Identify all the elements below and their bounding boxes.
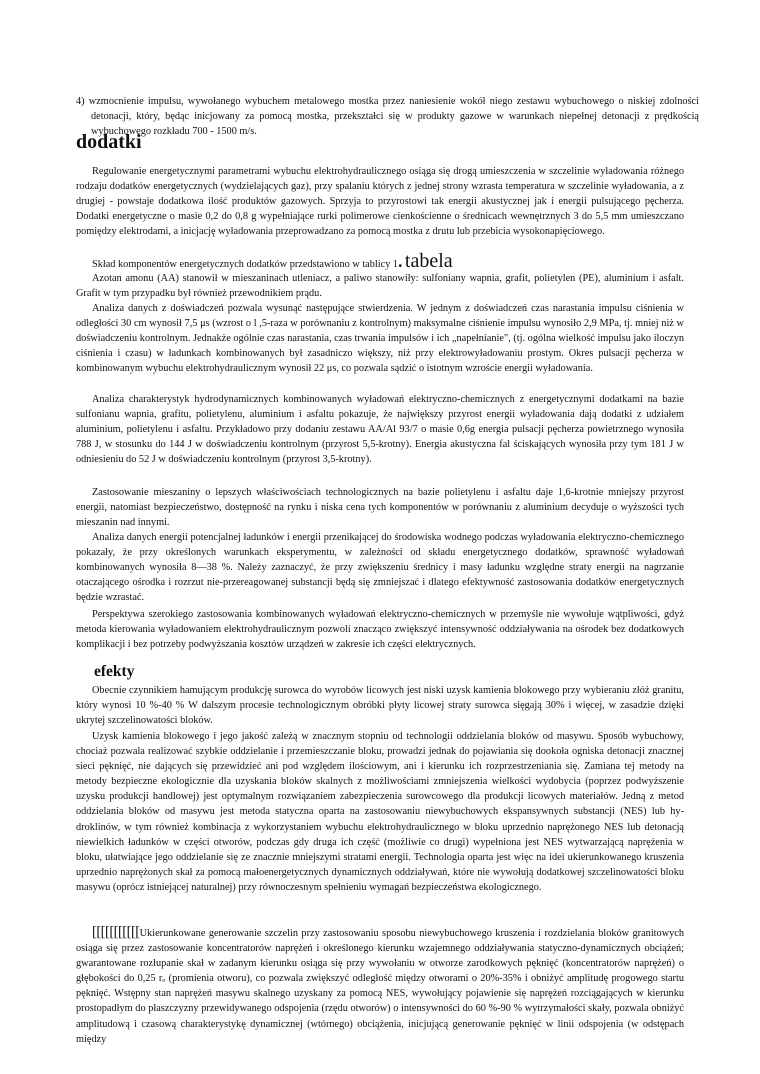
heading-efekty: efekty: [94, 663, 135, 680]
paragraph-analiza-energii: Analiza danych energii potencjalnej ładunków i energii przenikającej do środowiska wodnego podczas wyładowania elektryczno-chemicznego pokazały, że przy określonych warunkach eksperymentu, w zależności od składu energetycznego dodatków, sprawność wyładowań kombinowanych wynosiła 8—38 %. Należy zaznaczyć, że przy zwiększeniu średnicy i masy ładunku względne straty energii na nagrzanie otaczającego ośrodka i rozrzut nie-przereagowanej substancji będą się zmniejszać i dlatego efektywność zastosowania dodatków energetycznych będzie wzrastać.: [76, 532, 684, 604]
heading-dodatki: dodatki: [76, 131, 142, 153]
paragraph-perspektywa: Perspektywa szerokiego zastosowania kombinowanych wyładowań elektryczno-chemicznych w przemyśle nie wywołuje wątpliwości, gdyż metoda kierowania wyładowaniem elektrohydraulicznym pozwoli znacząco zwiększyć intensywność oddziaływania na ośrodek bez dodatkowych komplikacji i bez potrzeby podwyższania kosztów urządzeń w zakresie ich części elektrycznych.: [76, 609, 684, 651]
paragraph-ukierunkowane-text: Ukierunkowane generowanie szczelin przy zastosowaniu sposobu niewybuchowego kruszenia i rozdzielania bloków granitowych osiąga się przez zastosowanie koncentratorów naprężeń i określonego kierunku wzajemnego oddziaływania statyczno-dynamicznych obciążeń; gwarantowane rozłupanie skał w zadanym kierunku osiąga się przy wywołaniu w otworze zarodkowych pęknięć (koncentratorów naprężeń) o głębokości do 0,25 rₒ (promienia otworu), co pozwala zwiększyć odległość między otworami o 20%-35% i obniżyć amplitudę progowego startu pęknięć. Wstępny stan naprężeń masywu skalnego uzyskany za pomocą NES, wywołujący pojawienie się naprężeń rozciągających w kierunku prostopadłym do płaszczyzny przewidywanego odspojenia (rzędu otworów) o intensywności do 60 %-90 % wytrzymałości skały, pozwala obniżyć amplitudową i czasową charakterystykę dynamicznej (wtórnego) obciążenia, inicjującą generowanie pęknięć w linii odspojenia (w odstępach między: [76, 928, 684, 1045]
paragraph-regulowanie: Regulowanie energetycznymi parametrami wybuchu elektrohydraulicznego osiąga się drogą umieszczenia w szczelinie wyładowania różnego rodzaju dodatków energetycznych (wydzielających gaz), przy spalaniu których z jednej strony wzrasta temperatura w szczelinie wyładowania, a z drugiej - powstaje dodatkowa ilość produktów gazowych. Sprzyja to przyrostowi tak energii akustycznej jak i energii pulsującego pęcherza. Dodatki energetyczne o masie 0,2 do 0,8 g wypełniające rurki polimerowe cienkościenne o średnicach wewnętrznych 3 do 5,5 mm umieszczano pomiędzy elektrodami, a inicjację wyładowania przeprowadzano za pomocą mostka z drutu lub przebicia wysokonapięciowego.: [76, 166, 684, 238]
list-item-4: 4) wzmocnienie impulsu, wywołanego wybuchem metalowego mostka przez naniesienie wokół niego zestawu wybuchowego o niskiej zdolności detonacji, który, będąc inicjowany za pomocą mostka, przekształci się w produkty gazowe w warunkach niepełnej detonacji z prędkością wybuchowego rozkładu 700 - 1500 m/s.: [76, 96, 699, 138]
paragraph-sklad-text: Skład komponentów energetycznych dodatków przedstawiono w tablicy 1: [92, 259, 399, 270]
bracket-marks: [[[[[[[[[[[: [92, 924, 140, 940]
paragraph-analiza-charakterystyk: Analiza charakterystyk hydrodynamicznych kombinowanych wyładowań elektryczno-chemicznych z energetycznymi dodatkami na bazie sulfonianu wapnia, grafitu, polietylenu, aluminium i asfaltu pokazuje, że największy przyrost energii wyładowania dają dodatki z udziałem aluminium, polietylenu i asfaltu. Przykładowo przy dodaniu zestawu AA/Al 93/7 o masie 0,6g energia pulsacji pęcherza powietrznego wynosiła 788 J, w stosunku do 144 J w doświadczeniu kontrolnym (przyrost 5,5-krotny). Energia akustyczna fal ściskających wynosiła przy tym 181 J w odniesieniu do 52 J w doświadczeniu kontrolnym (przyrost 3,5-krotny).: [76, 394, 684, 466]
paragraph-analiza-danych: Analiza danych z doświadczeń pozwala wysunąć następujące stwierdzenia. W jednym z doświadczeń czas narastania impulsu ciśnienia w odległości 30 cm wynosił 7,5 μs (wzrost o l ,5-raza w porównaniu z kontrolnym) maksymalne ciśnienie impulsu wynosiło 2,9 MPa, tj. mniej niż w doświadczeniu kontrolnym. Jednakże ogólnie czas narastania, czas trwania impulsów i ich „napełnianie", (tj. ogólna wielkość impulsu jako iloczyn ciśnienia i czasu) w ładunkach kombinowanych był zasadniczo większy, niż przy elektrowyładowaniu prostym. Okres pulsacji pęcherza w kombinowanym wybuchu elektrohydraulicznym wynosił 22 μs, co pozwala sądzić o istotnym wzroście energii wyładowania.: [76, 303, 684, 375]
paragraph-ukierunkowane: [76, 925, 684, 1047]
paragraph-sklad: [76, 250, 684, 272]
label-tabela: tabela: [404, 250, 453, 272]
paragraph-sklad-dot: .: [398, 252, 403, 271]
paragraph-uzysk: Uzysk kamienia blokowego i jego jakość zależą w znacznym stopniu od technologii oddzielania bloków od masywu. Sposób wybuchowy, chociaż pozwala realizować szybkie oddzielanie i przemieszczanie bloku, prowadzi jednak do pojawiania się dookoła ogniska detonacji znacznej sieci pęknięć, nie dających się przewidzieć ani pod względem ilościowym, ani i kierunku ich rozprzestrzeniania się. Zamiana tej metody na metody bezpieczne ekologicznie dla uzyskania bloków skalnych z możliwościami zmniejszenia wielkości wydobycia (poprzez podwyższenie uzysku produkcji handlowej) jest optymalnym rozwiązaniem zabezpieczenia surowcowego dla produkcji licowych materiałów. Jedną z metod oddzielania bloków od masywu jest metoda statyczna oparta na zastosowaniu niewybuchowych ekspansywnych substancji (NES) lub hy-droklinów, w tym również kombinacja z wykorzystaniem wybuchu elektrohydraulicznego w bloku uprzednio naprężonego NES lub detonacją niewielkich ładunków w części otworów, podczas gdy druga ich część (możliwie co drugi) wypełniona jest NES wytwarzającą naprężenia w bloku, ułatwiające jego oddzielanie się ze znacznie mniejszymi stratami energii. Technologia oparta jest więc na idei ukierunkowanego kruszenia uprzednio naprężonych skał za pomocą małoenergetycznych dynamicznych oddziaływań, które nie wywołują dodatkowej szczelinowatości bloku masywu (oprócz istniejącej naturalnej) przy równoczesnym spełnieniu wymagań bezpieczeństwa ekologicznego.: [76, 731, 684, 893]
paragraph-zastosowanie: Zastosowanie mieszaniny o lepszych właściwościach technologicznych na bazie polietylenu i asfaltu daje 1,6-krotnie mniejszy przyrost energii, natomiast bezpieczeństwo, dostępność na rynku i niska cena tych komponentów w porównaniu z aluminium decyduje o wyższości tych mieszanin nad innymi.: [76, 487, 684, 529]
paragraph-azotan: Azotan amonu (AA) stanowił w mieszaninach utleniacz, a paliwo stanowiły: sulfoniany wapnia, grafit, polietylen (PE), aluminium i asfalt. Grafit w tym przypadku był również przewodnikiem prądu.: [76, 273, 684, 300]
paragraph-obecnie: Obecnie czynnikiem hamującym produkcję surowca do wyrobów licowych jest niski uzysk kamienia blokowego przy wybieraniu złóż granitu, który wynosi 10 %-40 % W dalszym procesie technologicznym obróbki płyty licowej straty surowca sięgają 30% i więcej, w zasadzie dzięki ukrytej szczelinowatości bloków.: [76, 685, 684, 727]
